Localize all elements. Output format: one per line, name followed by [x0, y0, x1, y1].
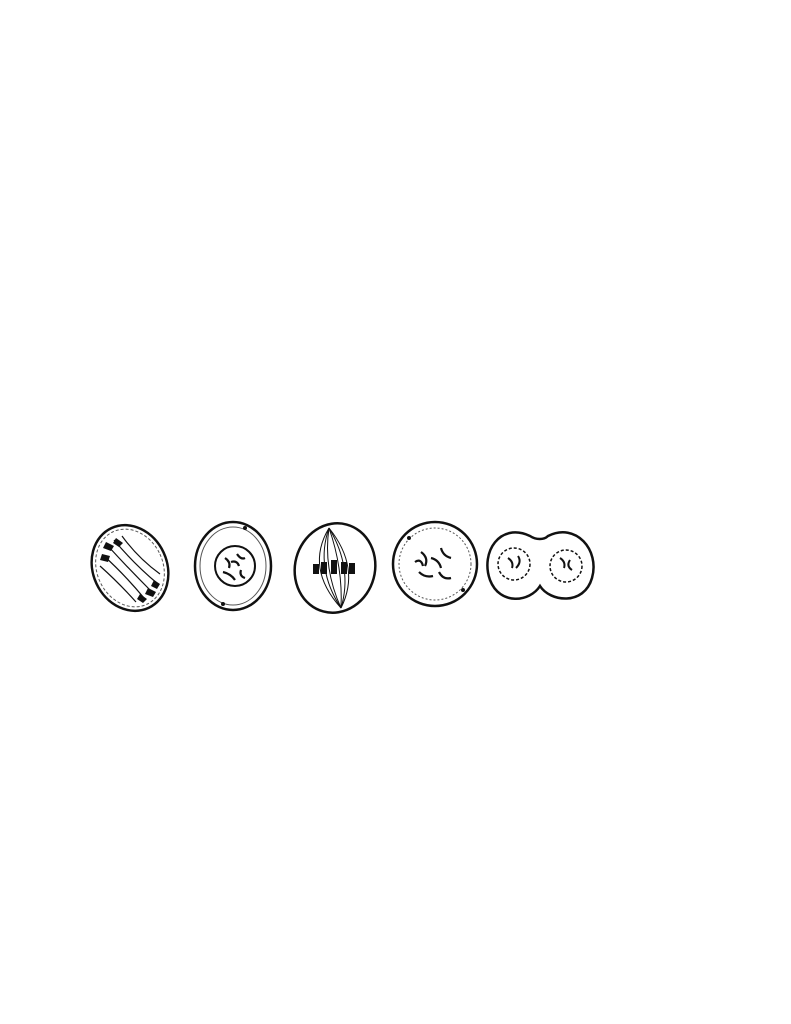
cell-1-anaphase-drawing [85, 520, 182, 624]
cell-3-metaphase-drawing [285, 520, 386, 622]
mitosis-figure [85, 520, 625, 660]
cell-5-telophase-drawing [487, 532, 593, 598]
cell-2-prophase-drawing [195, 522, 271, 610]
mitosis-cells-drawing [85, 520, 625, 660]
cell-4-drawing [393, 522, 477, 606]
